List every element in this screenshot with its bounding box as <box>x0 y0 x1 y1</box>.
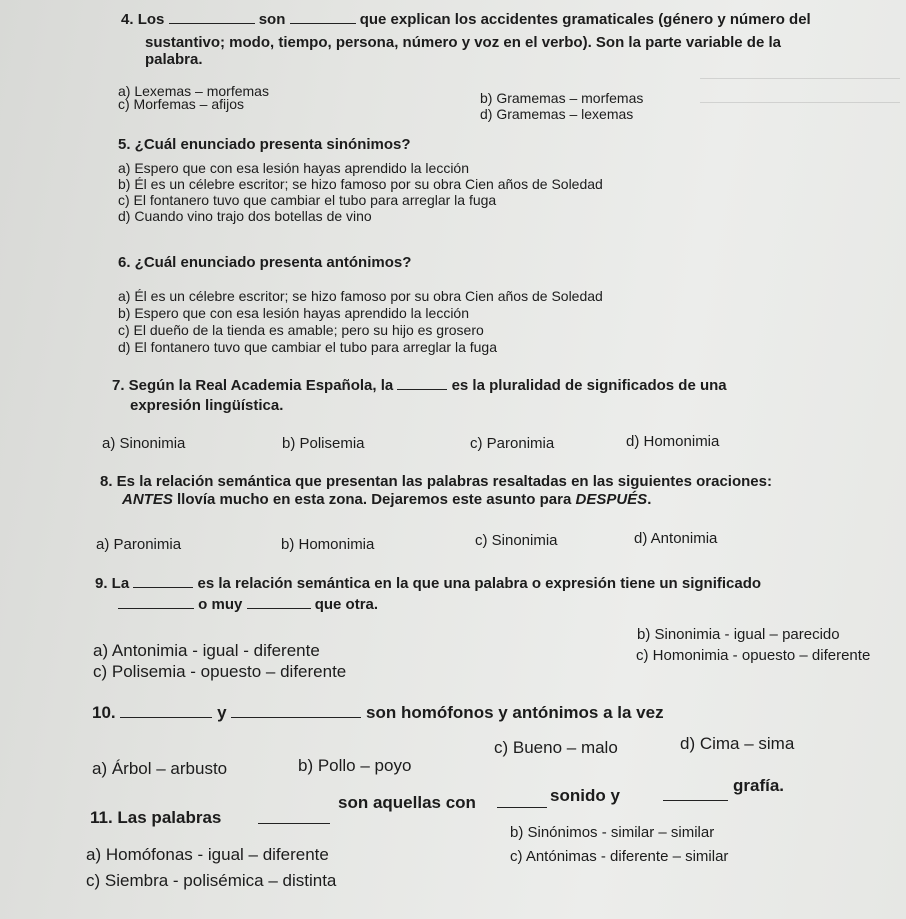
q11-option-b[interactable]: b) Sinónimos - similar – similar <box>510 824 715 841</box>
q4-option-a[interactable]: a) Lexemas – morfemas <box>118 83 269 99</box>
q6-option-d[interactable]: d) El fontanero tuvo que cambiar el tubo para arreglar la fuga <box>118 339 498 355</box>
q11-label: 11. Las palabras <box>90 808 222 827</box>
q4-option-c[interactable]: c) Morfemas – afijos <box>118 96 245 112</box>
q8-option-b[interactable]: b) Homonimia <box>281 536 375 553</box>
q9-option-c[interactable]: c) Polisemia - opuesto – diferente <box>93 662 347 681</box>
q8-line2 <box>122 492 651 507</box>
q6-option-b[interactable]: b) Espero que con esa lesión hayas aprendido la lección <box>118 305 470 321</box>
q4-number: 4. <box>121 11 134 28</box>
q11-option-c[interactable]: c) Siembra - polisémica – distinta <box>86 871 337 890</box>
q4-line2: sustantivo; modo, tiempo, persona, número y voz en el verbo). Son la parte variable de la <box>145 34 781 51</box>
q4-option-d[interactable]: d) Gramemas – lexemas <box>480 106 634 122</box>
q9-option-b[interactable]: b) Sinonimia - igual – parecido <box>637 626 840 643</box>
q9-blank-2[interactable] <box>118 607 194 609</box>
q6-question: 6. ¿Cuál enunciado presenta antónimos? <box>118 254 412 271</box>
q8-option-c[interactable]: c) Sinonimia <box>475 532 558 549</box>
q5-option-b[interactable]: b) Él es un célebre escritor; se hizo famoso por su obra Cien años de Soledad <box>118 176 603 192</box>
q5-option-a[interactable]: a) Espero que con esa lesión hayas aprendido la lección <box>118 160 470 176</box>
q7-line2: expresión lingüística. <box>130 397 284 414</box>
q8-emphasis-antes: ANTES <box>122 491 173 508</box>
q5-option-d[interactable]: d) Cuando vino trajo dos botellas de vino <box>118 208 372 224</box>
q9-line1 <box>95 576 761 591</box>
q8-option-a[interactable]: a) Paronimia <box>96 536 182 553</box>
q7-blank[interactable] <box>397 388 447 390</box>
q4-text-c: que explican los accidentes gramaticales (género y número del <box>359 11 811 28</box>
q7-line1 <box>112 378 727 393</box>
q5-question: 5. ¿Cuál enunciado presenta sinónimos? <box>118 136 411 153</box>
bleed-through-line <box>700 102 900 103</box>
q7-text-b: es la pluralidad de significados de una <box>451 377 727 394</box>
q10-option-c[interactable]: c) Bueno – malo <box>494 738 618 757</box>
q5-option-c[interactable]: c) El fontanero tuvo que cambiar el tubo para arreglar la fuga <box>118 192 497 208</box>
q9-text-d: que otra. <box>314 596 379 613</box>
q6-option-c[interactable]: c) El dueño de la tienda es amable; pero su hijo es grosero <box>118 322 484 338</box>
q8-option-d[interactable]: d) Antonimia <box>634 530 718 547</box>
q4-option-b[interactable]: b) Gramemas – morfemas <box>480 90 644 106</box>
q8-text-mid: llovía mucho en esta zona. Dejaremos este asunto para <box>172 491 576 508</box>
q4-blank-2[interactable] <box>290 22 356 24</box>
bleed-through-line <box>700 78 900 79</box>
q11-blank-1[interactable] <box>258 822 330 824</box>
q9-blank-3[interactable] <box>247 607 311 609</box>
q8-line1: 8. Es la relación semántica que presentan las palabras resaltadas en las siguientes oraciones: <box>100 473 772 490</box>
q10-option-a[interactable]: a) Árbol – arbusto <box>92 759 228 778</box>
q4-text-a: Los <box>137 11 165 28</box>
q11-blank-2[interactable] <box>497 806 547 808</box>
q9-text-b: es la relación semántica en la que una palabra o expresión tiene un significado <box>197 575 762 592</box>
q10-number: 10. <box>92 703 116 722</box>
q8-emphasis-despues: DESPUÉS <box>575 491 648 508</box>
q9-text-a: 9. La <box>95 575 130 592</box>
q10-blank-1[interactable] <box>120 716 212 718</box>
q4-line3: palabra. <box>145 51 203 68</box>
q11-blank-3[interactable] <box>663 799 728 801</box>
q9-line2 <box>118 597 378 612</box>
q7-option-a[interactable]: a) Sinonimia <box>102 435 186 452</box>
q4-line1 <box>121 12 811 27</box>
q9-blank-1[interactable] <box>133 586 193 588</box>
q9-text-c: o muy <box>198 596 243 613</box>
q4-text-b: son <box>258 11 286 28</box>
q10-text-y: y <box>217 703 227 722</box>
q6-option-a[interactable]: a) Él es un célebre escritor; se hizo famoso por su obra Cien años de Soledad <box>118 288 603 304</box>
q11-text-d: grafía. <box>733 776 785 795</box>
q7-text-a: 7. Según la Real Academia Española, la <box>112 377 394 394</box>
q10-line <box>92 704 664 721</box>
q10-blank-2[interactable] <box>231 716 361 718</box>
q10-text-end: son homófonos y antónimos a la vez <box>366 703 664 722</box>
q9-option-c2[interactable]: c) Homonimia - opuesto – diferente <box>636 647 871 664</box>
q7-option-d[interactable]: d) Homonimia <box>626 433 720 450</box>
q10-option-d[interactable]: d) Cima – sima <box>680 734 795 753</box>
q7-option-c[interactable]: c) Paronimia <box>470 435 555 452</box>
q4-blank-1[interactable] <box>169 22 255 24</box>
q11-option-c2[interactable]: c) Antónimas - diferente – similar <box>510 848 729 865</box>
q11-option-a[interactable]: a) Homófonas - igual – diferente <box>86 845 329 864</box>
q11-text-c: sonido y <box>550 786 620 805</box>
q10-option-b[interactable]: b) Pollo – poyo <box>298 756 412 775</box>
q11-text-b: son aquellas con <box>338 793 476 812</box>
q9-option-a[interactable]: a) Antonimia - igual - diferente <box>93 641 320 660</box>
q7-option-b[interactable]: b) Polisemia <box>282 435 365 452</box>
q8-text-end: . <box>647 491 652 508</box>
